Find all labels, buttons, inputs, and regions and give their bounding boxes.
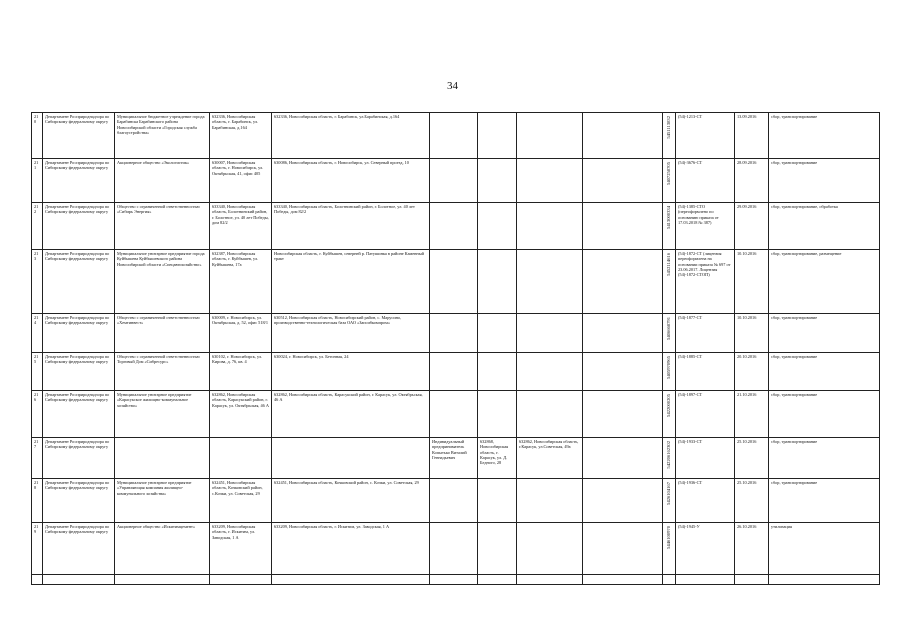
license-date-cell: 26.10.2016	[735, 523, 769, 575]
entrepreneur-address-cell	[478, 203, 517, 250]
license-number-cell: (54)-1933-СТ	[676, 438, 735, 479]
blank-cell	[583, 523, 663, 575]
entrepreneur-object-address-cell	[517, 250, 583, 314]
inn-value: 5406668791	[666, 317, 672, 340]
blank-cell	[583, 203, 663, 250]
inn-cell	[663, 391, 676, 438]
inn-value: 542206162302	[666, 441, 672, 469]
organization-cell: Акционерное общество «Искитимцемент»	[115, 523, 210, 575]
department-cell: Департамент Росприроднадзора по Сибирскому федеральному округу	[43, 113, 115, 159]
entrepreneur-object-address-cell	[517, 314, 583, 353]
object-address-cell: 632336, Новосибирская область, г. Барабинск, ул.Барабинская, д.164	[272, 113, 430, 159]
page-number: 34	[447, 80, 458, 92]
inn-value: 5405970965	[666, 356, 672, 379]
entrepreneur-address-cell	[478, 314, 517, 353]
activity-type-cell: сбор, транспортирование, обработка	[769, 203, 880, 250]
organization-cell: Муниципальное унитарное предприятие «Карасукское жилищно-коммунальное хозяйство»	[115, 391, 210, 438]
inn-value: 5452114616	[666, 253, 672, 276]
table-body	[32, 113, 880, 585]
organization-cell: Муниципальное бюджетное учреждение города Барабинска Барабинского района Новосибирской области «Городская служба благоустройства»	[115, 113, 210, 159]
inn-value: 5426104167	[666, 482, 672, 505]
license-date-cell: 29.09.2016	[735, 203, 769, 250]
row-number: 216	[32, 391, 43, 438]
inn-cell	[663, 159, 676, 203]
entrepreneur-cell	[430, 159, 478, 203]
inn-cell	[663, 250, 676, 314]
object-address-cell: Новосибирская область, г. Куйбышев, северней р. Патушинка в районе Каменный тракт	[272, 250, 430, 314]
license-date-cell: 25.10.2016	[735, 438, 769, 479]
empty-cell	[676, 575, 735, 585]
entrepreneur-object-address-cell	[517, 203, 583, 250]
entrepreneur-address-cell	[478, 391, 517, 438]
inn-cell	[663, 523, 676, 575]
license-number-cell: (54)-1213-СТ	[676, 113, 735, 159]
inn-value: 5451113832	[666, 116, 672, 139]
row-number: 212	[32, 203, 43, 250]
entrepreneur-cell	[430, 353, 478, 391]
license-date-cell: 28.09.2016	[735, 159, 769, 203]
activity-type-cell: сбор, транспортирование	[769, 314, 880, 353]
blank-cell	[583, 391, 663, 438]
table-row	[32, 479, 880, 523]
inn-value: 5446100970	[666, 526, 672, 549]
blank-cell	[583, 159, 663, 203]
activity-type-cell: утилизация	[769, 523, 880, 575]
legal-address-cell: 632862, Новосибирская область, Карасукский район, г. Карасук, ул. Октябрьская, 46 А	[210, 391, 272, 438]
inn-cell	[663, 479, 676, 523]
inn-cell	[663, 203, 676, 250]
table-row	[32, 250, 880, 314]
organization-cell	[115, 438, 210, 479]
license-date-cell: 13.09.2016	[735, 113, 769, 159]
activity-type-cell: сбор, транспортирование, размещение	[769, 250, 880, 314]
object-address-cell: 630086, Новосибирская область, г. Новосибирск, ул. Северный проезд, 10	[272, 159, 430, 203]
empty-cell	[517, 575, 583, 585]
entrepreneur-address-cell	[478, 479, 517, 523]
department-cell: Департамент Росприроднадзора по Сибирскому федеральному округу	[43, 203, 115, 250]
row-number: 219	[32, 523, 43, 575]
license-number-cell: (54)-1936-СТ	[676, 479, 735, 523]
entrepreneur-object-address-cell	[517, 391, 583, 438]
department-cell: Департамент Росприроднадзора по Сибирскому федеральному округу	[43, 523, 115, 575]
object-address-cell: 630512, Новосибирская область, Новосибирский район, с. Марусино, производственно-технологическая база ОАО «Запсибкомпром»	[272, 314, 430, 353]
license-number-cell: (54)-1872-СТ (лицензия переоформлена на основании приказа № 697 от 23.06.2017. Лицензия (54)-1872-СТОП)	[676, 250, 735, 314]
row-number: 217	[32, 438, 43, 479]
entrepreneur-cell	[430, 203, 478, 250]
entrepreneur-cell	[430, 113, 478, 159]
legal-address-cell: 630007, Новосибирская область, г. Новосибирск, ул. Октябрьская, 41, офис 405	[210, 159, 272, 203]
object-address-cell: 632862, Новосибирская область, Карасукский район, г. Карасук, ул. Октябрьская, 46 А	[272, 391, 430, 438]
empty-cell	[210, 575, 272, 585]
department-cell: Департамент Росприроднадзора по Сибирскому федеральному округу	[43, 250, 115, 314]
row-number: 213	[32, 250, 43, 314]
entrepreneur-object-address-cell	[517, 353, 583, 391]
row-number: 218	[32, 479, 43, 523]
entrepreneur-object-address-cell	[517, 523, 583, 575]
license-date-cell: 25.10.2016	[735, 479, 769, 523]
activity-type-cell: сбор, транспортирование	[769, 353, 880, 391]
activity-type-cell: сбор, транспортирование	[769, 391, 880, 438]
license-date-cell: 10.10.2016	[735, 314, 769, 353]
blank-cell	[583, 113, 663, 159]
entrepreneur-address-cell	[478, 159, 517, 203]
blank-cell	[583, 438, 663, 479]
activity-type-cell: сбор, транспортирование	[769, 479, 880, 523]
entrepreneur-cell	[430, 479, 478, 523]
row-number: 215	[32, 353, 43, 391]
organization-cell: Общество с ограниченной ответственностью Торговый Дом «Сибресурс»	[115, 353, 210, 391]
table-row	[32, 523, 880, 575]
object-address-cell: 633209, Новосибирская область, г. Искитим, ул. Заводская, 1 А	[272, 523, 430, 575]
license-number-cell: (54)-1945-У	[676, 523, 735, 575]
object-address-cell: 630024, г. Новосибирск, ул. Бетонная, 24	[272, 353, 430, 391]
legal-address-cell: 633209, Новосибирская область, г. Искитим, ул. Заводская, 1 А	[210, 523, 272, 575]
legal-address-cell: 630102, г. Новосибирск, ул. Кирова, д. 76, кв. 4	[210, 353, 272, 391]
license-registry-table	[31, 112, 880, 585]
row-number: 210	[32, 113, 43, 159]
organization-cell: Муниципальное унитарное предприятие «Управляющая компания жилищно-коммунального хозяйства»	[115, 479, 210, 523]
entrepreneur-address-cell	[478, 353, 517, 391]
activity-type-cell: сбор, транспортирование	[769, 159, 880, 203]
empty-cell	[115, 575, 210, 585]
entrepreneur-cell	[430, 250, 478, 314]
organization-cell: Акционерное общество «Экологистик»	[115, 159, 210, 203]
entrepreneur-cell	[430, 314, 478, 353]
empty-cell	[43, 575, 115, 585]
object-address-cell: 632451, Новосибирская область, Кочковский район, с. Кочки, ул. Советская, 29	[272, 479, 430, 523]
empty-cell	[735, 575, 769, 585]
organization-cell: Муниципальное унитарное предприятие города Куйбышева Куйбышевского района Новосибирской области «Спецавтохозяйство»	[115, 250, 210, 314]
license-date-cell: 10.10.2016	[735, 250, 769, 314]
table-row	[32, 391, 880, 438]
department-cell: Департамент Росприроднадзора по Сибирскому федеральному округу	[43, 159, 115, 203]
inn-value: 5407258705	[666, 162, 672, 185]
inn-cell	[663, 353, 676, 391]
organization-cell: Общество с ограниченной ответственностью «Хемтинвест»	[115, 314, 210, 353]
legal-address-cell: 633340, Новосибирская область, Болотнинский район, г. Болотное, ул. 40 лет Победы, дом 82/2	[210, 203, 272, 250]
inn-value: 5413000334	[666, 206, 672, 229]
license-number-cell: (54)-1877-СТ	[676, 314, 735, 353]
activity-type-cell: сбор, транспортирование	[769, 438, 880, 479]
table-row	[32, 438, 880, 479]
blank-cell	[583, 479, 663, 523]
inn-value: 5422000205	[666, 394, 672, 417]
license-date-cell: 20.10.2016	[735, 353, 769, 391]
blank-cell	[583, 250, 663, 314]
entrepreneur-object-address-cell	[517, 159, 583, 203]
department-cell: Департамент Росприроднадзора по Сибирскому федеральному округу	[43, 314, 115, 353]
department-cell: Департамент Росприроднадзора по Сибирскому федеральному округу	[43, 353, 115, 391]
inn-cell	[663, 314, 676, 353]
license-number-cell: (54)-3676-СТ	[676, 159, 735, 203]
entrepreneur-object-address-cell	[517, 113, 583, 159]
entrepreneur-object-address-cell: 632862, Новосибирская область, г.Карасук, ул.Советская, 49а	[517, 438, 583, 479]
entrepreneur-cell	[430, 391, 478, 438]
inn-cell	[663, 113, 676, 159]
entrepreneur-address-cell: 632868, Новосибирская область, г. Карасук, ул. Д. Бедного, 28	[478, 438, 517, 479]
inn-cell	[663, 438, 676, 479]
blank-cell	[583, 314, 663, 353]
empty-cell	[478, 575, 517, 585]
license-number-cell: (54)-1885-СТ	[676, 353, 735, 391]
organization-cell: Общество с ограниченной ответственностью «Сибирь Энергия»	[115, 203, 210, 250]
legal-address-cell: 632387, Новосибирская область, г. Куйбышев, ул. Куйбышева, 17а	[210, 250, 272, 314]
entrepreneur-object-address-cell	[517, 479, 583, 523]
blank-cell	[583, 353, 663, 391]
empty-cell	[663, 575, 676, 585]
table-row-continuation	[32, 575, 880, 585]
empty-cell	[583, 575, 663, 585]
empty-cell	[32, 575, 43, 585]
empty-cell	[430, 575, 478, 585]
empty-cell	[769, 575, 880, 585]
entrepreneur-cell	[430, 523, 478, 575]
table-row	[32, 353, 880, 391]
table-row	[32, 203, 880, 250]
legal-address-cell: 632451, Новосибирская область, Кочковский район, с.Кочки, ул. Советская, 29	[210, 479, 272, 523]
entrepreneur-address-cell	[478, 113, 517, 159]
entrepreneur-address-cell	[478, 250, 517, 314]
department-cell: Департамент Росприроднадзора по Сибирскому федеральному округу	[43, 391, 115, 438]
table-row	[32, 159, 880, 203]
license-date-cell: 21.10.2016	[735, 391, 769, 438]
entrepreneur-address-cell	[478, 523, 517, 575]
license-number-cell: (54)-1897-СТ	[676, 391, 735, 438]
empty-cell	[272, 575, 430, 585]
department-cell: Департамент Росприроднадзора по Сибирскому федеральному округу	[43, 438, 115, 479]
object-address-cell: 633340, Новосибирская область, Болотнинский район, г. Болотное, ул. 40 лет Победы, дом 82/2	[272, 203, 430, 250]
row-number: 214	[32, 314, 43, 353]
department-cell: Департамент Росприроднадзора по Сибирскому федеральному округу	[43, 479, 115, 523]
table-row	[32, 113, 880, 159]
object-address-cell	[272, 438, 430, 479]
legal-address-cell	[210, 438, 272, 479]
legal-address-cell: 630009, г. Новосибирск, ул. Октябрьская, д. 52, офис 518/1	[210, 314, 272, 353]
table-row	[32, 314, 880, 353]
license-number-cell: (54)-1385-СТО (переоформлено по основанию приказа от 17.03.2018 № 387)	[676, 203, 735, 250]
activity-type-cell: сбор, транспортирование	[769, 113, 880, 159]
row-number: 211	[32, 159, 43, 203]
entrepreneur-cell: Индивидуальный предприниматель Копытько Виталий Геннадьевич	[430, 438, 478, 479]
legal-address-cell: 632336, Новосибирская область, г. Барабинск, ул. Барабинская, д.164	[210, 113, 272, 159]
